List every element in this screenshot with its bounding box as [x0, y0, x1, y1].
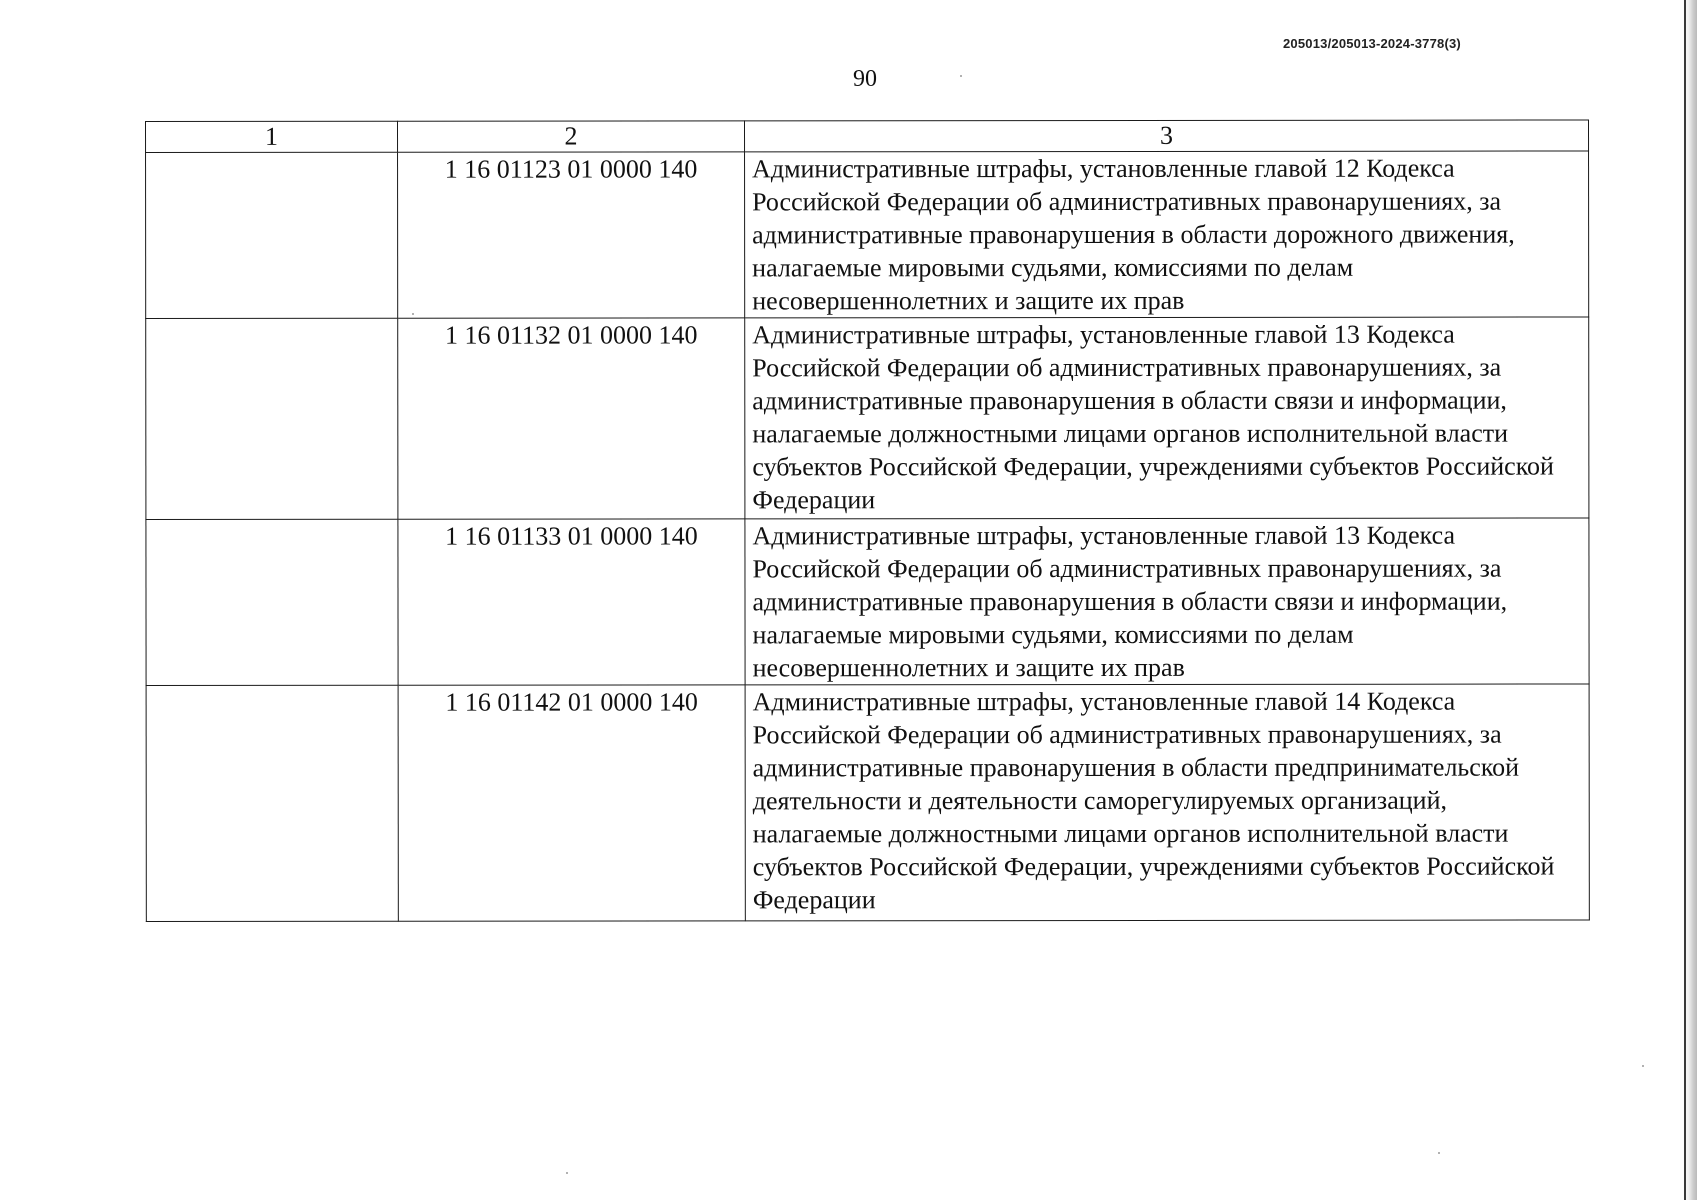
description-cell: Административные штрафы, установленные главой 12 Кодекса Российской Федерации об административных правонарушениях, за административные правонарушения в области дорожного движения, налагаемые мировыми судьями, комиссиями по делам несовершеннолетних и защите их прав — [745, 151, 1589, 318]
fees-table — [145, 119, 1590, 922]
column-header-3: 3 — [745, 120, 1589, 152]
table-row — [146, 317, 1589, 520]
scan-speck — [1642, 1065, 1644, 1067]
row-empty-cell — [146, 685, 398, 921]
table-row — [146, 518, 1589, 686]
column-header-2: 2 — [398, 121, 745, 152]
scan-speck — [960, 75, 962, 77]
description-cell: Административные штрафы, установленные главой 13 Кодекса Российской Федерации об административных правонарушениях, за административные правонарушения в области связи и информации, налагаемые должностными лицами органов исполнительной власти субъектов Российской Федерации, учреждениями субъектов Российской Федерации — [745, 317, 1589, 519]
row-empty-cell — [146, 519, 398, 685]
scan-edge-line — [1684, 0, 1686, 1200]
row-empty-cell — [146, 152, 398, 318]
scan-speck — [566, 1172, 568, 1174]
table-row — [146, 684, 1589, 922]
column-header-1: 1 — [146, 121, 398, 152]
fees-table-container — [145, 119, 1589, 922]
description-cell: Административные штрафы, установленные главой 13 Кодекса Российской Федерации об административных правонарушениях, за административные правонарушения в области связи и информации, налагаемые мировыми судьями, комиссиями по делам несовершеннолетних и защите их прав — [745, 518, 1589, 685]
scan-speck — [412, 313, 414, 315]
table-row — [146, 151, 1589, 319]
description-cell: Административные штрафы, установленные главой 14 Кодекса Российской Федерации об административных правонарушениях, за административные правонарушения в области предпринимательской деятельности и деятельности саморегулируемых организаций, налагаемые должностными лицами органов исполнительной власти субъектов Российской Федерации, учреждениями субъектов Российской Федерации — [745, 684, 1589, 921]
document-id: 205013/205013-2024-3778(3) — [1283, 36, 1461, 51]
table-header-row — [146, 120, 1589, 153]
budget-code-cell: 1 16 01132 01 0000 140 — [398, 318, 745, 519]
row-empty-cell — [146, 318, 398, 519]
budget-code-cell: 1 16 01133 01 0000 140 — [398, 519, 745, 685]
page-number: 90 — [853, 66, 877, 92]
budget-code-cell: 1 16 01142 01 0000 140 — [398, 685, 745, 921]
scan-speck — [1438, 1152, 1440, 1154]
budget-code-cell: 1 16 01123 01 0000 140 — [398, 152, 745, 318]
